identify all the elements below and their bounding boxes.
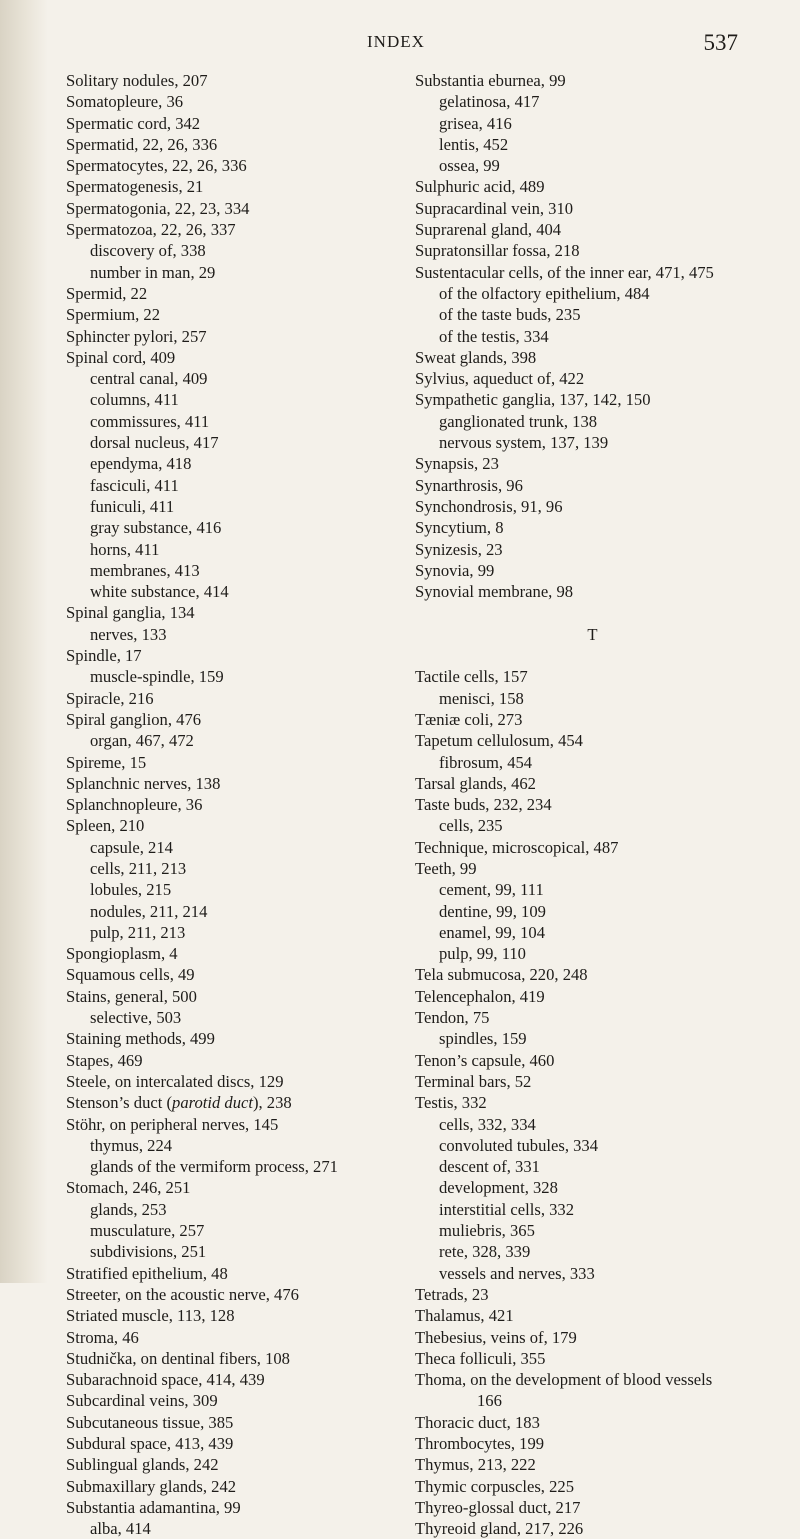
- index-subentry: gray substance, 416: [90, 518, 222, 538]
- index-entry: Telencephalon, 419: [415, 986, 545, 1006]
- index-entry: Staining methods, 499: [66, 1029, 215, 1049]
- index-entry: Thymic corpuscles, 225: [415, 1476, 574, 1496]
- index-entry: Steele, on intercalated discs, 129: [66, 1071, 284, 1091]
- index-entry: Taste buds, 232, 234: [415, 795, 552, 815]
- index-entry: Submaxillary glands, 242: [66, 1476, 237, 1496]
- index-entry: Substantia eburnea, 99: [415, 71, 566, 90]
- index-entry: Synovial membrane, 98: [415, 582, 574, 602]
- index-subentry: of the taste buds, 235: [439, 305, 581, 325]
- index-entry: Tendon, 75: [415, 1008, 490, 1028]
- index-subentry: membranes, 413: [90, 560, 200, 580]
- index-entry: Suprarenal gland, 404: [415, 220, 562, 240]
- index-entry: Thyreoid gland, 217, 226: [415, 1519, 584, 1539]
- index-entry: Tactile cells, 157: [415, 667, 528, 687]
- index-entry: Spermatogonia, 22, 23, 334: [66, 198, 250, 218]
- index-entry: Sweat glands, 398: [415, 347, 537, 367]
- index-subentry: thymus, 224: [90, 1135, 173, 1155]
- index-entry: Spermatic cord, 342: [66, 113, 201, 133]
- index-entry: Stains, general, 500: [66, 986, 197, 1006]
- index-entry: Spiral ganglion, 476: [66, 709, 202, 729]
- index-entry: Theca folliculi, 355: [415, 1348, 546, 1368]
- index-entry: Spermid, 22: [66, 283, 148, 303]
- index-subentry: enamel, 99, 104: [439, 922, 545, 942]
- index-subentry: fibrosum, 454: [439, 752, 533, 772]
- index-entry: 166: [477, 1391, 502, 1411]
- index-entry: Somatopleure, 36: [66, 92, 184, 112]
- spacer: [415, 602, 780, 623]
- index-subentry: of the testis, 334: [439, 326, 549, 346]
- index-subentry: nervous system, 137, 139: [439, 433, 609, 453]
- index-entry: Tæniæ coli, 273: [415, 709, 523, 729]
- index-entry: Spermatid, 22, 26, 336: [66, 134, 218, 154]
- index-subentry: descent of, 331: [439, 1157, 540, 1177]
- index-subentry: interstitial cells, 332: [439, 1199, 575, 1219]
- index-entry: Subcardinal veins, 309: [66, 1391, 218, 1411]
- index-subentry: selective, 503: [90, 1008, 182, 1028]
- index-column-right: [415, 70, 780, 1539]
- index-entry: Synapsis, 23: [415, 454, 499, 474]
- index-entry: Terminal bars, 52: [415, 1071, 532, 1091]
- index-subentry: of the olfactory epithelium, 484: [439, 283, 650, 303]
- index-entry: Thoracic duct, 183: [415, 1412, 540, 1432]
- page-number: 537: [703, 30, 738, 55]
- index-entry: Supratonsillar fossa, 218: [415, 241, 580, 261]
- index-subentry: nerves, 133: [90, 624, 167, 644]
- index-subentry: number in man, 29: [90, 262, 216, 282]
- index-subentry: capsule, 214: [90, 837, 173, 857]
- index-entry: Synchondrosis, 91, 96: [415, 496, 563, 516]
- index-entry: Substantia adamantina, 99: [66, 1497, 241, 1517]
- index-entry: Subcutaneous tissue, 385: [66, 1412, 234, 1432]
- index-entry: Tarsal glands, 462: [415, 773, 536, 793]
- index-subentry: alba, 414: [90, 1519, 151, 1539]
- spacer: [415, 645, 780, 666]
- index-subentry: funiculi, 411: [90, 496, 175, 516]
- index-subentry: ependyma, 418: [90, 454, 192, 474]
- index-entry: Thymus, 213, 222: [415, 1455, 536, 1475]
- index-entry: Splanchnic nerves, 138: [66, 773, 221, 793]
- index-entry: Stratified epithelium, 48: [66, 1263, 228, 1283]
- index-entry: Thrombocytes, 199: [415, 1434, 545, 1453]
- index-column-left: [66, 70, 396, 1539]
- index-subentry: lobules, 215: [90, 880, 172, 900]
- index-entry: Syncytium, 8: [415, 518, 504, 538]
- index-subentry: horns, 411: [90, 539, 160, 559]
- index-subentry: columns, 411: [90, 390, 179, 410]
- index-entry: Thalamus, 421: [415, 1306, 514, 1326]
- index-subentry: muscle-spindle, 159: [90, 667, 224, 687]
- index-subentry: glands of the vermiform process, 271: [90, 1157, 338, 1177]
- index-entry: Tela submucosa, 220, 248: [415, 965, 588, 985]
- index-subentry: dorsal nucleus, 417: [90, 433, 219, 453]
- index-entry: Technique, microscopical, 487: [415, 837, 619, 857]
- index-entry: Subarachnoid space, 414, 439: [66, 1370, 265, 1390]
- running-title: INDEX: [367, 32, 425, 51]
- index-subentry: spindles, 159: [439, 1029, 527, 1049]
- index-entry: Synarthrosis, 96: [415, 475, 523, 495]
- index-subentry: pulp, 99, 110: [439, 944, 526, 964]
- index-subentry: discovery of, 338: [90, 241, 206, 261]
- page-header: [0, 0, 800, 60]
- index-subentry: subdivisions, 251: [90, 1242, 207, 1262]
- index-subentry: ossea, 99: [439, 156, 500, 176]
- index-subentry: nodules, 211, 214: [90, 901, 208, 921]
- index-entry: Spleen, 210: [66, 816, 145, 836]
- index-entry: Stenson’s duct (parotid duct), 238: [66, 1093, 292, 1113]
- index-entry: Squamous cells, 49: [66, 965, 195, 985]
- index-subentry: cells, 211, 213: [90, 858, 187, 878]
- index-entry: Spindle, 17: [66, 646, 142, 666]
- index-entry: Synizesis, 23: [415, 539, 503, 559]
- index-entry: Solitary nodules, 207: [66, 71, 208, 90]
- index-entry: Sylvius, aqueduct of, 422: [415, 369, 585, 389]
- index-entry: Spermium, 22: [66, 305, 161, 325]
- index-subentry: cells, 235: [439, 816, 503, 836]
- index-entry: Tetrads, 23: [415, 1284, 489, 1304]
- index-entry: Tenon’s capsule, 460: [415, 1050, 555, 1070]
- index-entry: Streeter, on the acoustic nerve, 476: [66, 1284, 299, 1304]
- index-subentry: central canal, 409: [90, 369, 208, 389]
- index-subentry: menisci, 158: [439, 688, 524, 708]
- index-entry: Striated muscle, 113, 128: [66, 1306, 235, 1326]
- index-entry: Tapetum cellulosum, 454: [415, 731, 583, 751]
- index-entry: Stöhr, on peripheral nerves, 145: [66, 1114, 279, 1134]
- index-entry: Studnička, on dentinal fibers, 108: [66, 1348, 290, 1368]
- index-subentry: cement, 99, 111: [439, 880, 544, 900]
- index-entry: Sympathetic ganglia, 137, 142, 150: [415, 390, 651, 410]
- index-entry: Supracardinal vein, 310: [415, 198, 574, 218]
- index-entry: Sustentacular cells, of the inner ear, 471, 475: [415, 262, 714, 282]
- index-entry: Spermatozoa, 22, 26, 337: [66, 220, 236, 240]
- index-entry: Sublingual glands, 242: [66, 1455, 219, 1475]
- index-entry: Spongioplasm, 4: [66, 944, 178, 964]
- index-subentry: dentine, 99, 109: [439, 901, 546, 921]
- index-subentry: lentis, 452: [439, 134, 509, 154]
- index-subentry: grisea, 416: [439, 113, 512, 133]
- index-subentry: convoluted tubules, 334: [439, 1135, 599, 1155]
- index-subentry: organ, 467, 472: [90, 731, 194, 751]
- section-letter: T: [587, 624, 598, 644]
- index-subentry: ganglionated trunk, 138: [439, 411, 598, 431]
- index-entry: Thoma, on the development of blood vessels: [415, 1370, 713, 1390]
- index-subentry: pulp, 211, 213: [90, 922, 186, 942]
- index-entry: Spireme, 15: [66, 752, 147, 772]
- index-entry: Spinal cord, 409: [66, 347, 176, 367]
- index-subentry: development, 328: [439, 1178, 558, 1198]
- index-entry: Stomach, 246, 251: [66, 1178, 191, 1198]
- index-entry: Sphincter pylori, 257: [66, 326, 207, 346]
- index-entry: Stapes, 469: [66, 1050, 143, 1070]
- index-entry: Spermatocytes, 22, 26, 336: [66, 156, 247, 176]
- index-entry: Subdural space, 413, 439: [66, 1434, 234, 1453]
- index-subentry: commissures, 411: [90, 411, 210, 431]
- index-subentry: musculature, 257: [90, 1221, 205, 1241]
- index-entry: Spiracle, 216: [66, 688, 154, 708]
- page-binding-edge: [0, 0, 48, 1283]
- index-entry: Spinal ganglia, 134: [66, 603, 195, 623]
- index-subentry: vessels and nerves, 333: [439, 1263, 595, 1283]
- index-entry: Synovia, 99: [415, 560, 495, 580]
- index-entry: Teeth, 99: [415, 858, 477, 878]
- index-entry: Thebesius, veins of, 179: [415, 1327, 577, 1347]
- index-entry: Spermatogenesis, 21: [66, 177, 204, 197]
- index-entry: Splanchnopleure, 36: [66, 795, 203, 815]
- index-subentry: glands, 253: [90, 1199, 167, 1219]
- index-entry: Sulphuric acid, 489: [415, 177, 545, 197]
- index-subentry: white substance, 414: [90, 582, 229, 602]
- index-entry: Thyreo-glossal duct, 217: [415, 1497, 581, 1517]
- index-subentry: fasciculi, 411: [90, 475, 179, 495]
- index-subentry: gelatinosa, 417: [439, 92, 540, 112]
- index-subentry: cells, 332, 334: [439, 1114, 536, 1134]
- index-subentry: muliebris, 365: [439, 1221, 535, 1241]
- index-entry: Testis, 332: [415, 1093, 487, 1113]
- index-subentry: rete, 328, 339: [439, 1242, 531, 1262]
- index-entry: Stroma, 46: [66, 1327, 139, 1347]
